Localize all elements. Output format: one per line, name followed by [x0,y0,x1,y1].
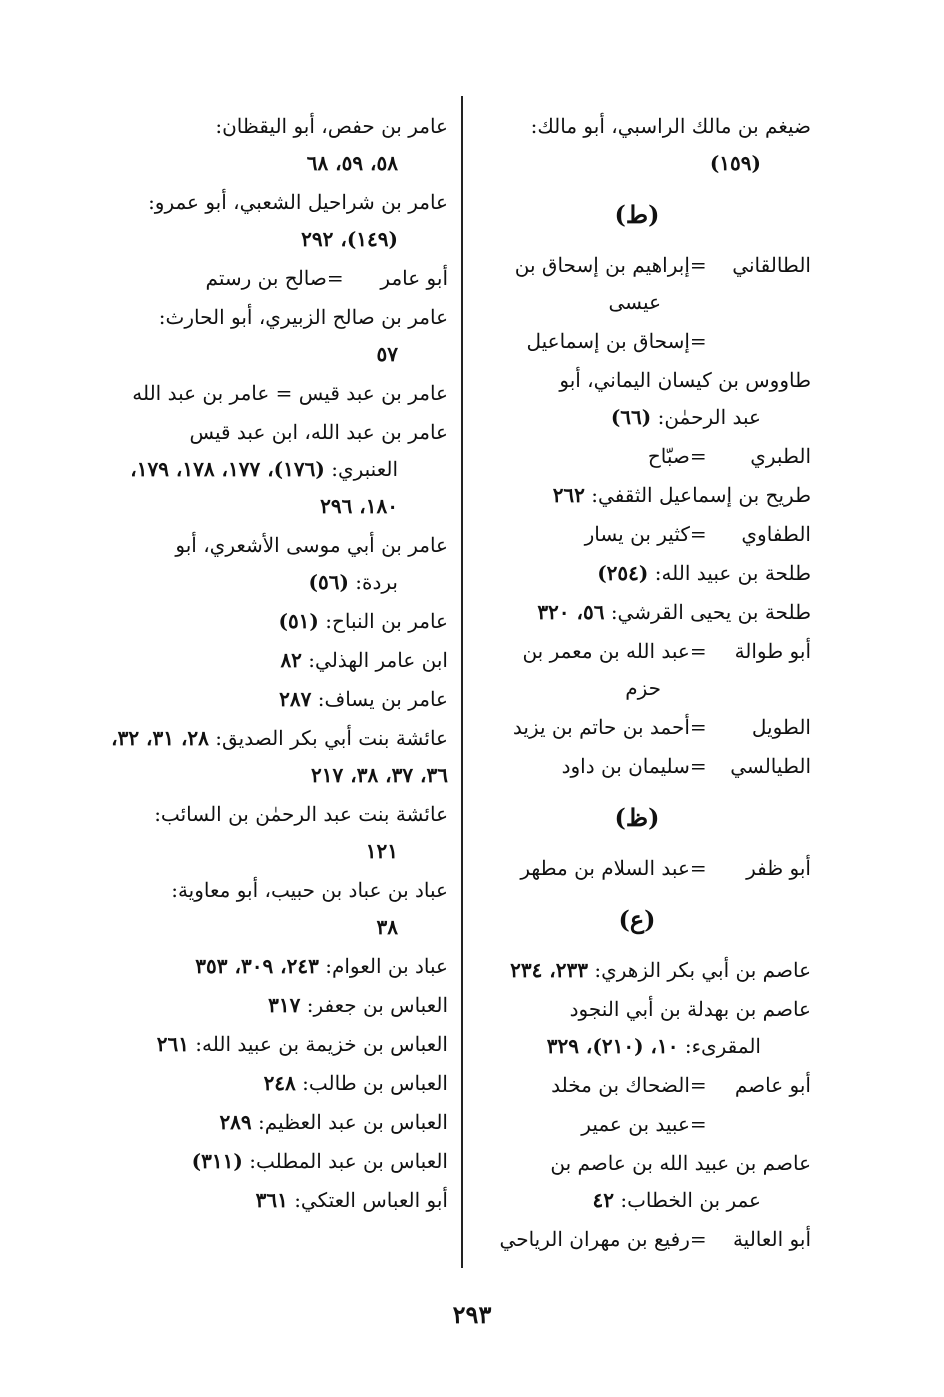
index-entry [463,247,811,321]
entry-text: طلحة بن عبيد الله: [654,561,811,585]
entry-name: أبو طوالة [734,639,811,663]
entry-text: العباس بن عبد المطلب: [249,1149,448,1173]
column-divider [461,96,463,1268]
cross-reference: =رفيع بن مهران الرياحي [499,1227,707,1251]
entry-text: عامر بن شراحيل الشعبي، أبو عمرو: [148,190,448,214]
entry-text: عامر بن يساف: [317,687,448,711]
index-entry [108,375,448,412]
entry-text: عاصم بن عبيد الله بن عاصم بن [550,1151,811,1175]
entry-text: العباس بن خزيمة بن عبيد الله: [195,1032,448,1056]
entry-name: أبو عاصم [734,1073,811,1097]
entry-continuation: عبد الرحمٰن: [657,405,761,429]
index-entry [108,1065,448,1102]
index-entry [463,1067,811,1104]
index-entry [108,681,448,718]
cross-reference: =صبّاح [647,444,707,468]
page-refs: ٥٨، ٥٩، ٦٨ [306,151,398,175]
page-refs: ٣٨ [376,915,398,939]
cross-reference: =أحمد بن حاتم بن يزيد [512,715,707,739]
page-refs: ٨٢ [280,648,302,672]
page-refs: (١٧٦)، ١٧٧، ١٧٨، ١٧٩، ١٨٠، ٢٩٦ [130,457,398,518]
index-entry [463,1106,811,1143]
right-column [463,108,811,1260]
index-entry [108,1026,448,1063]
index-entry [463,362,811,436]
entry-continuation: العنبري: [331,457,398,481]
index-entry [108,642,448,679]
page-refs: (١٥٩) [709,151,761,175]
index-entry [463,438,811,475]
entry-text: طريح بن إسماعيل الثقفي: [591,483,811,507]
entry-name: الطويل [751,715,811,739]
page-refs: ٢٦٢ [552,483,585,507]
entry-text: عامر بن عبد الله، ابن عبد قيس [189,420,448,444]
index-entry [463,594,811,631]
entry-text: العباس بن طالب: [302,1071,448,1095]
index-entry [108,1182,448,1219]
index-entry [463,1221,811,1258]
entry-continuation: المقرىء: [684,1034,761,1058]
page-refs: (٢٥٤) [597,561,649,585]
page-refs: ٤٢ [592,1188,614,1212]
page-refs: ١٠، (٢١٠)، ٣٢٩ [546,1034,679,1058]
index-entry [108,299,448,373]
entry-text: عامر بن أبي موسى الأشعري، أبو [175,533,448,557]
cross-reference: =إبراهيم بن إسحاق بن [514,253,707,277]
index-entry [108,108,448,182]
index-entry [463,516,811,553]
entry-name: الطبري [750,444,811,468]
index-entry [108,1104,448,1141]
entry-text: ضيغم بن مالك الراسبي، أبو مالك: [530,114,811,138]
entry-name: أبو ظفر [746,856,811,880]
index-entry [108,184,448,258]
page-refs: (٦٦) [610,405,652,429]
entry-text: عباد بن عباد بن حبيب، أبو معاوية: [171,878,448,902]
index-entry [108,260,448,297]
index-entry [463,1145,811,1219]
entry-continuation: عمر بن الخطاب: [620,1188,761,1212]
page-refs: ٢٣٣، ٢٣٤ [510,958,588,982]
page-refs: ٢٦١ [156,1032,189,1056]
page-refs: ٥٧ [376,342,398,366]
index-entry [463,323,811,360]
letter-heading: (ع) [618,905,656,934]
entry-text: طاووس بن كيسان اليماني، أبو [559,368,811,392]
index-entry [108,872,448,946]
entry-text: ابن عامر الهذلي: [308,648,448,672]
index-entry [108,987,448,1024]
index-entry [463,555,811,592]
cross-reference: =سليمان بن داود [561,754,707,778]
entry-text: عاصم بن أبي بكر الزهري: [594,958,811,982]
entry-name: الطيالسي [730,754,811,778]
page-refs: ٣٦١ [255,1188,288,1212]
index-entry [463,108,811,182]
entry-continuation: حزم [625,676,661,700]
index-entry [108,948,448,985]
index-entry [463,991,811,1065]
entry-text: عامر بن حفص، أبو اليقظان: [215,114,448,138]
entry-text: العباس بن عبد العظيم: [258,1110,448,1134]
entry-text: عامر بن النباح: [325,609,448,633]
page-number: ٢٩٣ [452,1300,492,1329]
cross-reference: =إسحاق بن إسماعيل [526,329,707,353]
index-entry [463,477,811,514]
page-refs: ٢٨٩ [219,1110,252,1134]
entry-text: عامر بن عبد قيس = عامر بن عبد الله [132,381,448,405]
index-entry [463,748,811,785]
index-entry [463,709,811,746]
index-entry [108,796,448,870]
index-entry [463,952,811,989]
cross-reference: =صالح بن رستم [205,266,344,290]
entry-text: عائشة بنت عبد الرحمٰن بن السائب: [154,802,448,826]
page-refs: (١٤٩)، ٢٩٢ [301,227,398,251]
entry-text: عامر بن صالح الزبيري، أبو الحارث: [158,305,448,329]
index-entry [108,720,448,794]
cross-reference: =كثير بن يسار [584,522,707,546]
letter-heading: (ظ) [614,803,660,832]
entry-name: الطفاوي [741,522,811,546]
index-entry [108,603,448,640]
page-refs: ٢٨٧ [279,687,312,711]
entry-continuation: عيسى [608,290,661,314]
page-refs: ١٢١ [365,839,398,863]
cross-reference: =عبيد بن عمير [581,1112,707,1136]
page-refs: ٣١٧ [268,993,301,1017]
letter-heading: (ط) [614,200,660,229]
index-entry [108,527,448,601]
index-entry [463,850,811,887]
entry-name: أبو عامر [380,266,448,290]
entry-text: عاصم بن بهدلة بن أبي النجود [569,997,811,1021]
entry-text: العباس بن جعفر: [306,993,448,1017]
page-refs: (٣١١) [191,1149,243,1173]
index-entry [108,414,448,525]
index-entry [463,633,811,707]
entry-text: أبو العباس العتكي: [294,1188,448,1212]
cross-reference: =عبد الله بن معمر بن [522,639,707,663]
page-refs: ٥٦، ٣٢٠ [537,600,605,624]
entry-name: أبو العالية [732,1227,811,1251]
entry-text: عباد بن العوام: [325,954,448,978]
page-refs: (٥١) [278,609,319,633]
index-entry [108,1143,448,1180]
entry-text: عائشة بنت أبي بكر الصديق: [215,726,448,750]
page-refs: ٢٤٣، ٣٠٩، ٣٥٣ [195,954,319,978]
page-refs: (٥٦) [308,570,349,594]
entry-continuation: بردة: [355,570,398,594]
entry-name: الطالقاني [732,253,811,277]
left-column [108,108,448,1221]
cross-reference: =الضحاك بن مخلد [551,1073,707,1097]
page-refs: ٢٤٨ [263,1071,296,1095]
cross-reference: =عبد السلام بن مطهر [520,856,707,880]
page-refs: ٢٨، ٣١، ٣٢، ٣٦، ٣٧، ٣٨، ٢١٧ [111,726,448,787]
entry-text: طلحة بن يحيى القرشي: [610,600,811,624]
